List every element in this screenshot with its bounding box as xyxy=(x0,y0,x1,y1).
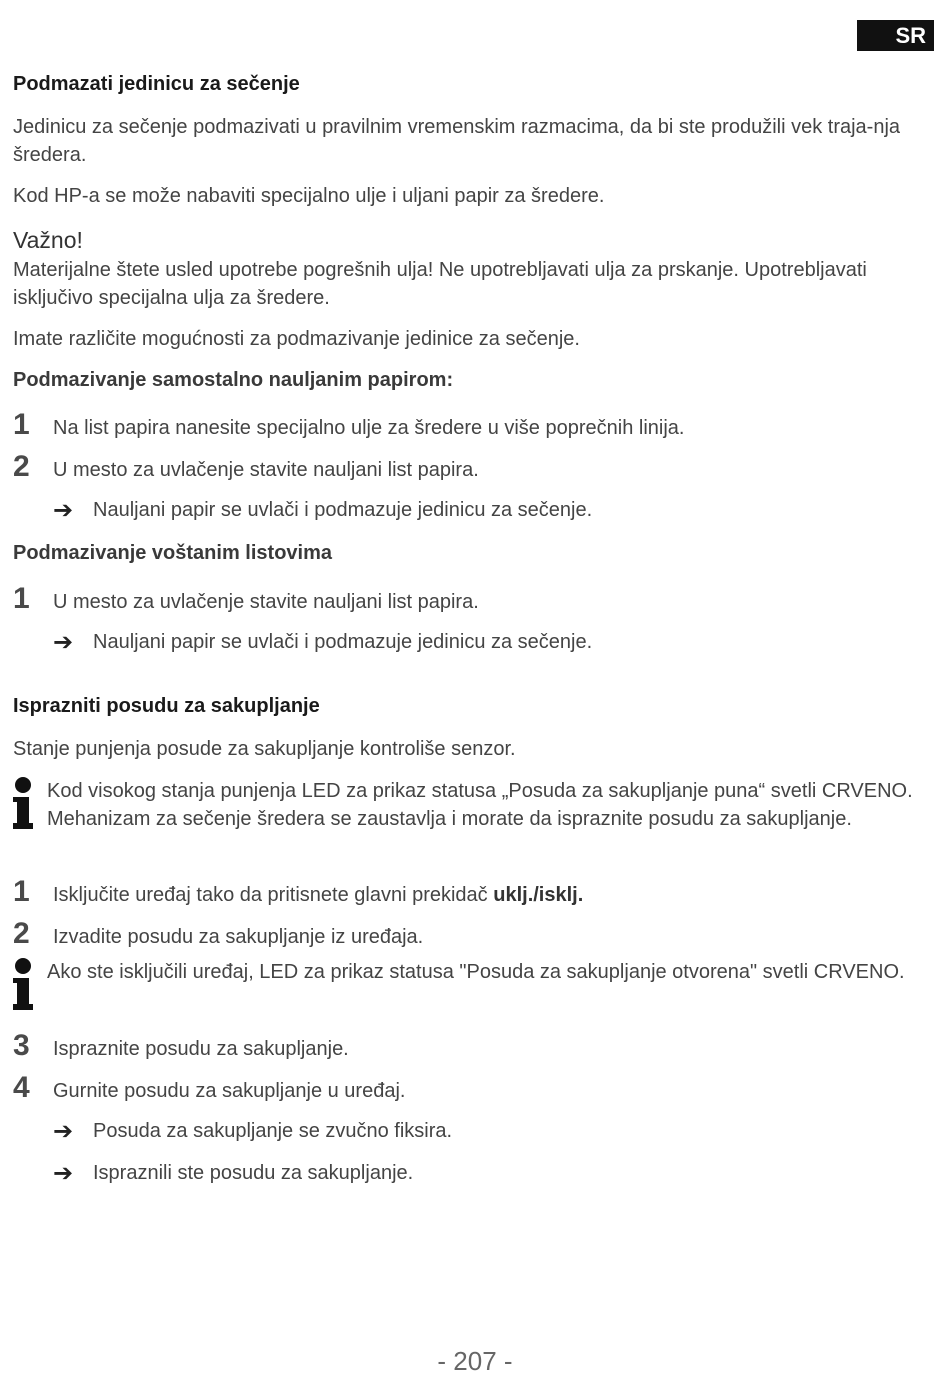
info-note xyxy=(13,777,936,833)
right-arrow-icon: ➔ xyxy=(53,496,74,524)
step-number: 1 xyxy=(13,875,30,908)
paragraph-options: Imate različite mogućnosti za podmazivanje jedinice za sečenje. xyxy=(13,328,580,350)
info-note xyxy=(13,958,936,1014)
info-text: Kod visokog stanja punjenja LED za prikaz statusa „Posuda za sakupljanje puna“ svetli CRVENO. Mehanizam za sečenje šredera se zaustavlja i morate da ispraznite posudu za sakupljanje. xyxy=(47,780,913,830)
paragraph-oil-availability: Kod HP-a se može nabaviti specijalno ulje i uljani papir za šredere. xyxy=(13,185,605,207)
subheading-wax-sheets: Podmazivanje voštanim listovima xyxy=(13,542,332,564)
right-arrow-icon: ➔ xyxy=(53,628,74,656)
important-title: Važno! xyxy=(13,227,83,253)
step-number: 1 xyxy=(13,582,30,615)
result-text: Posuda za sakupljanje se zvučno fiksira. xyxy=(93,1119,453,1142)
result-item xyxy=(53,630,936,654)
step-2 xyxy=(13,917,936,951)
step-4 xyxy=(13,1071,936,1105)
paragraph-lubricate-intro: Jedinicu za sečenje podmazivati u pravilnim vremenskim razmacima, da bi ste produžili vek traja-nja šredera. xyxy=(13,116,901,166)
step-text-main: Isključite uređaj tako da pritisnete glavni prekidač xyxy=(53,884,494,906)
info-icon xyxy=(13,777,47,833)
info-icon xyxy=(13,958,47,1014)
result-text: Nauljani papir se uvlači i podmazuje jedinicu za sečenje. xyxy=(93,630,593,653)
right-arrow-icon: ➔ xyxy=(53,1159,74,1187)
step-number: 2 xyxy=(13,917,30,950)
result-text: Ispraznili ste posudu za sakupljanje. xyxy=(93,1161,414,1184)
important-text: Materijalne štete usled upotrebe pogrešnih ulja! Ne upotrebljavati ulja za prskanje. Upotrebljavati isključivo specijalna ulja za šredere. xyxy=(13,259,867,309)
step-text xyxy=(53,884,583,907)
step-1 xyxy=(13,408,936,442)
subheading-oiled-paper: Podmazivanje samostalno nauljanim papirom: xyxy=(13,369,454,391)
result-item xyxy=(53,1119,936,1143)
step-1 xyxy=(13,875,936,909)
step-text: Na list papira nanesite specijalno ulje za šredere u više poprečnih linija. xyxy=(53,417,685,439)
step-text: Izvadite posudu za sakupljanje iz uređaja. xyxy=(53,926,424,948)
step-text: U mesto za uvlačenje stavite nauljani list papira. xyxy=(53,459,479,481)
section-title-lubricate: Podmazati jedinicu za sečenje xyxy=(13,73,300,95)
right-arrow-icon: ➔ xyxy=(53,1117,74,1145)
step-number: 3 xyxy=(13,1029,30,1062)
result-text: Nauljani papir se uvlači i podmazuje jedinicu za sečenje. xyxy=(93,498,593,521)
page-number: - 207 - xyxy=(437,1346,513,1376)
result-item xyxy=(53,1161,936,1185)
step-1 xyxy=(13,582,936,616)
section-title-empty-bin: Isprazniti posudu za sakupljanje xyxy=(13,695,320,717)
language-badge: SR xyxy=(857,20,934,51)
paragraph-sensor: Stanje punjenja posude za sakupljanje kontroliše senzor. xyxy=(13,738,516,760)
step-text: U mesto za uvlačenje stavite nauljani list papira. xyxy=(53,591,479,613)
step-number: 4 xyxy=(13,1071,30,1104)
info-text: Ako ste isključili uređaj, LED za prikaz statusa "Posuda za sakupljanje otvorena" svetli CRVENO. xyxy=(47,961,905,983)
step-3 xyxy=(13,1029,936,1063)
switch-label: uklj./isklj. xyxy=(493,884,584,906)
result-item xyxy=(53,498,936,522)
step-2 xyxy=(13,450,936,484)
step-number: 1 xyxy=(13,408,30,441)
step-number: 2 xyxy=(13,450,30,483)
step-text: Gurnite posudu za sakupljanje u uređaj. xyxy=(53,1080,406,1102)
step-text: Ispraznite posudu za sakupljanje. xyxy=(53,1038,349,1060)
